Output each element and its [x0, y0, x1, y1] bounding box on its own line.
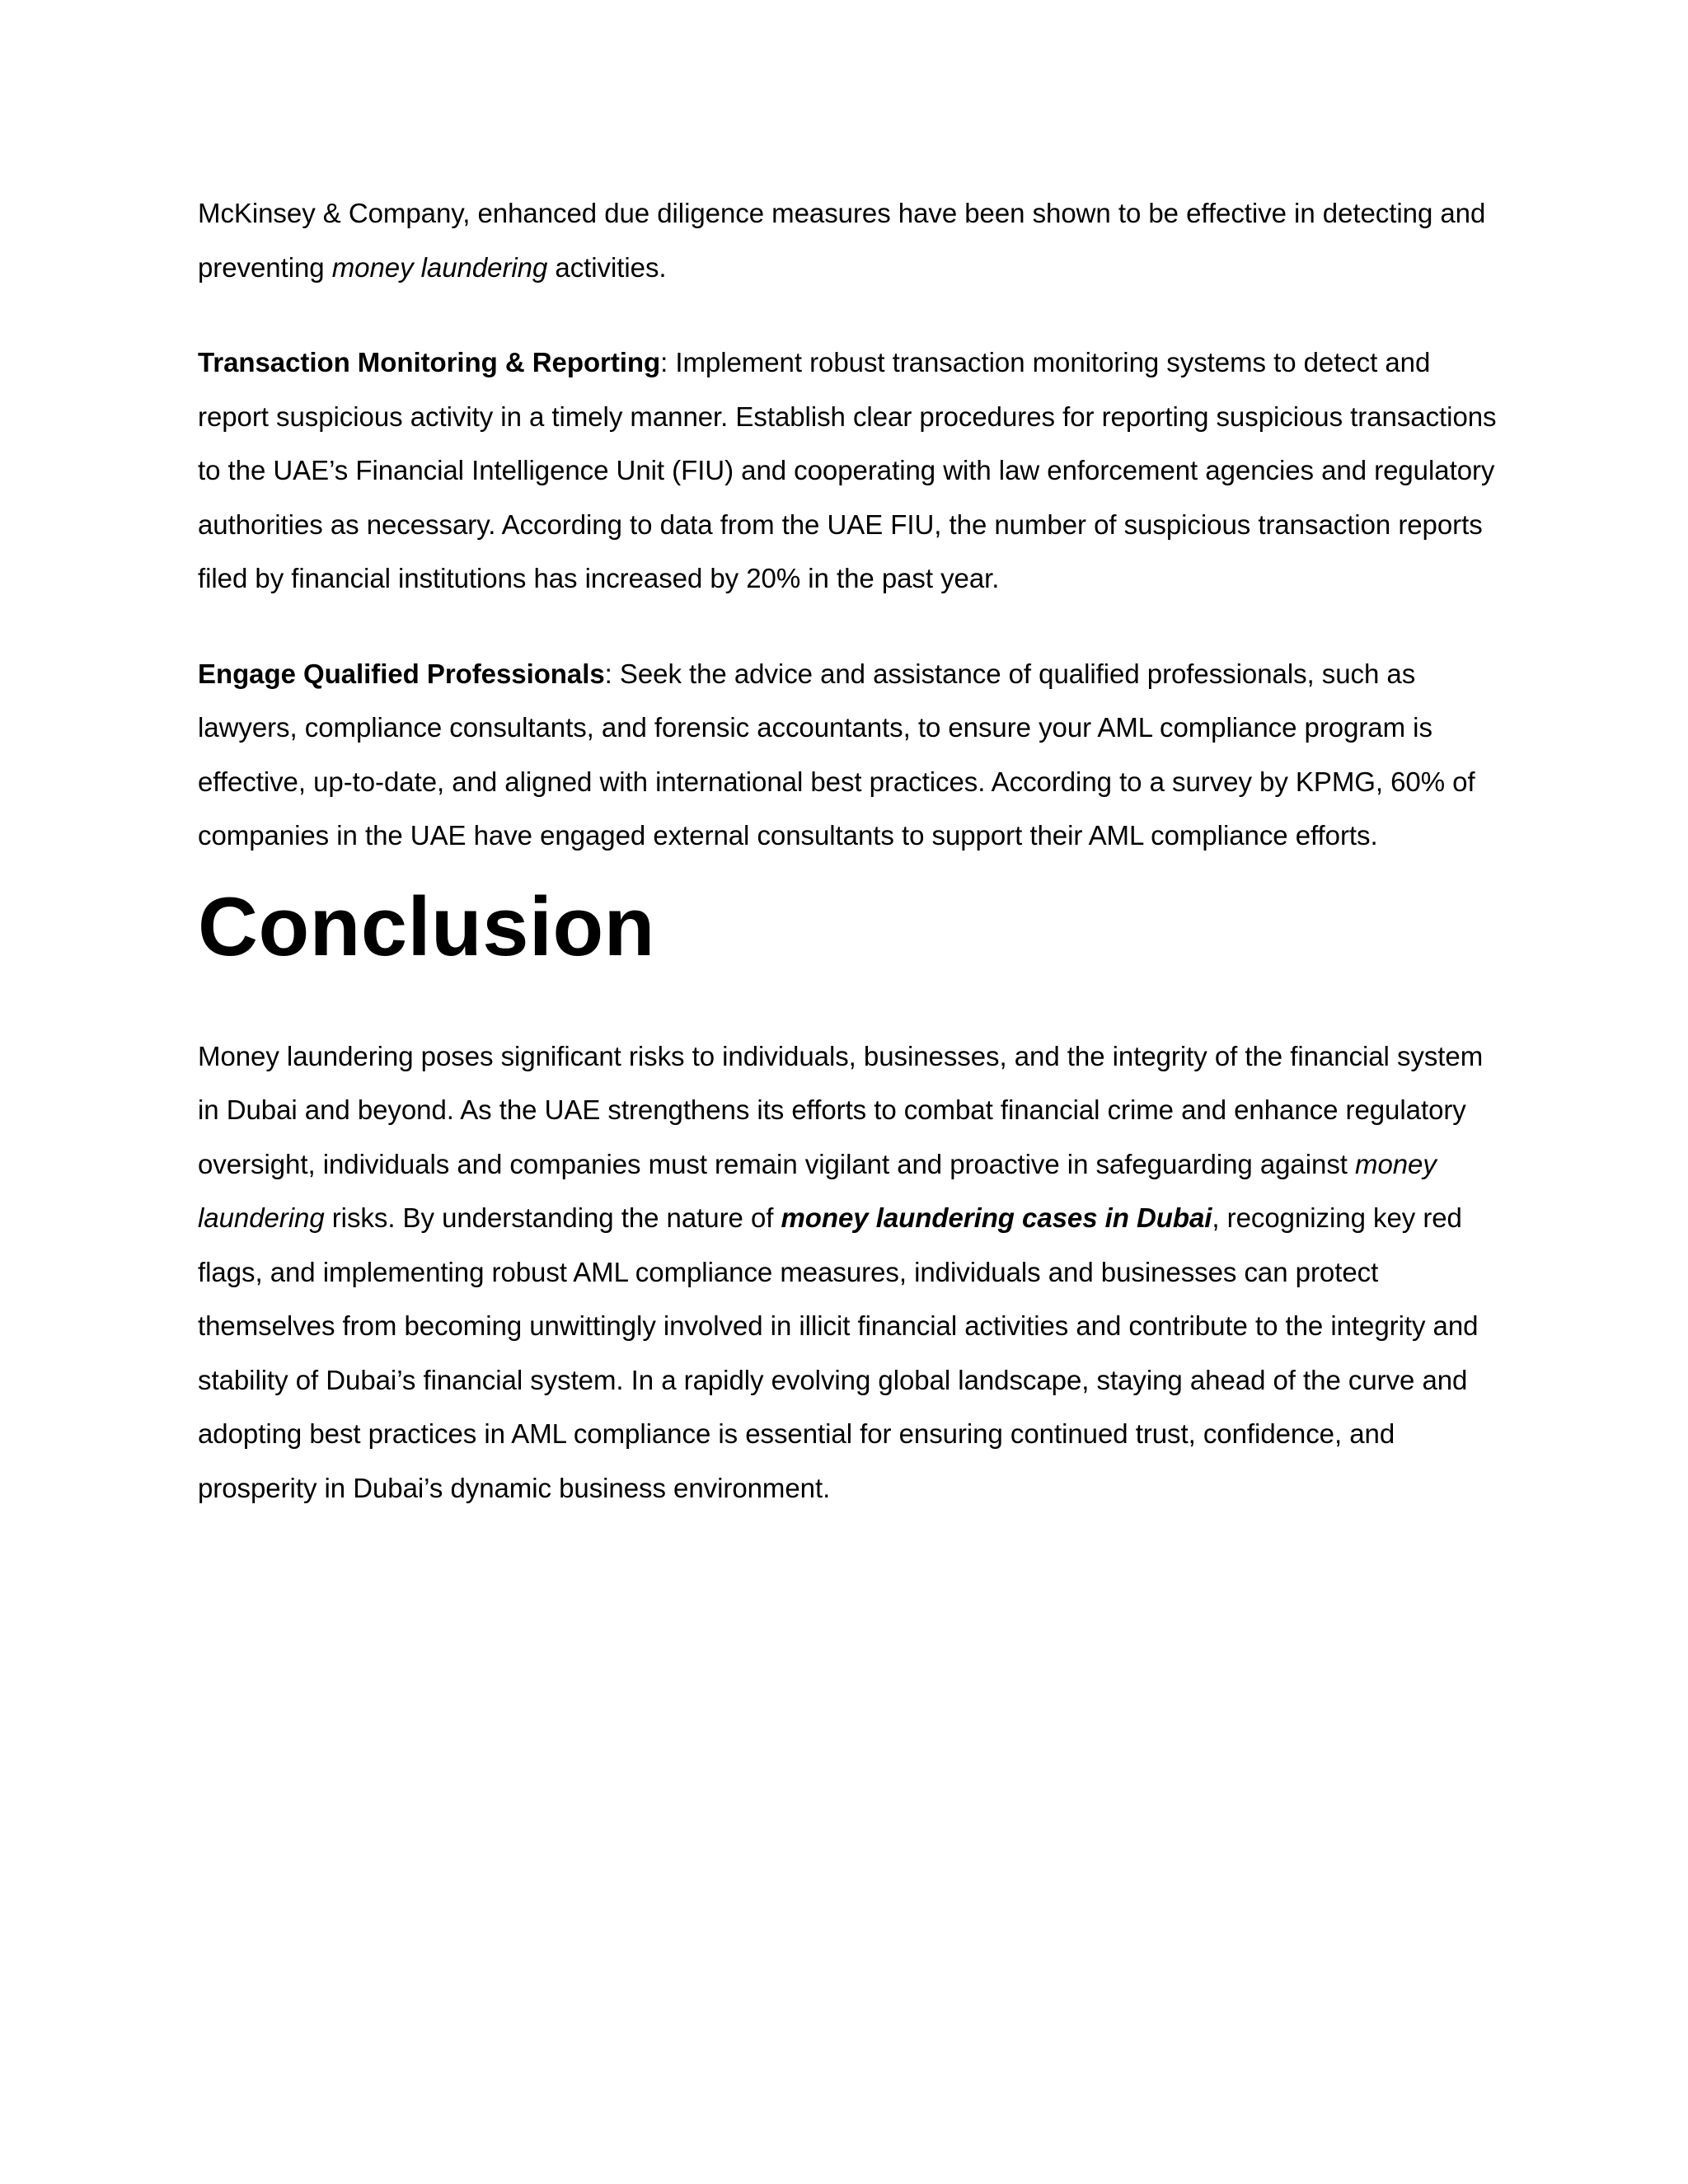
engage-professionals-paragraph [198, 647, 1508, 863]
intro-text-2: activities. [547, 251, 667, 283]
conclusion-paragraph [198, 1029, 1508, 1516]
conclusion-text-2: risks. By understanding the nature of [324, 1202, 781, 1233]
intro-emphasis: money laundering [331, 251, 548, 283]
transaction-monitoring-paragraph [198, 335, 1508, 606]
document-page [198, 186, 1508, 1515]
engage-professionals-title: Engage Qualified Professionals [198, 658, 605, 689]
engage-professionals-text: : Seek the advice and assistance of qualified professionals, such as lawyers, compliance consultants, and forensic accountants, to ensure your AML compliance program is effective, up-to-date, and aligned with international best practices. According to a survey by KPMG, 60% of companies in the UAE have engaged external consultants to support their AML compliance efforts. [198, 658, 1475, 851]
conclusion-text-1: Money laundering poses significant risks to individuals, businesses, and the integrity of the financial system in Dubai and beyond. As the UAE strengthens its efforts to combat financial crime and enhance regulatory oversight, individuals and companies must remain vigilant and proactive in safeguarding against [198, 1040, 1484, 1179]
transaction-monitoring-title: Transaction Monitoring & Reporting [198, 347, 661, 377]
intro-paragraph [198, 186, 1508, 294]
conclusion-emphasis: money laundering [198, 1148, 1437, 1233]
intro-text-1: McKinsey & Company, enhanced due diligence measures have been shown to be effective in detecting and preventing [198, 198, 1486, 283]
conclusion-text-3: , recognizing key red flags, and implementing robust AML compliance measures, individuals and businesses can protect themselves from becoming unwittingly involved in illicit financial activities and contribute to the integrity and stability of Dubai’s financial system. In a rapidly evolving global landscape, staying ahead of the curve and adopting best practices in AML compliance is essential for ensuring continued trust, confidence, and prosperity in Dubai’s dynamic business environment. [198, 1202, 1479, 1503]
conclusion-heading: Conclusion [198, 880, 655, 973]
conclusion-strong-emphasis: money laundering cases in Dubai [781, 1202, 1212, 1233]
transaction-monitoring-text: : Implement robust transaction monitoring systems to detect and report suspicious activity in a timely manner. Establish clear procedures for reporting suspicious transactions to the UAE’s Financial Intelligence Unit (FIU) and cooperating with law enforcement agencies and regulatory authorities as necessary. According to data from the UAE FIU, the number of suspicious transaction reports filed by financial institutions has increased by 20% in the past year. [198, 347, 1497, 593]
